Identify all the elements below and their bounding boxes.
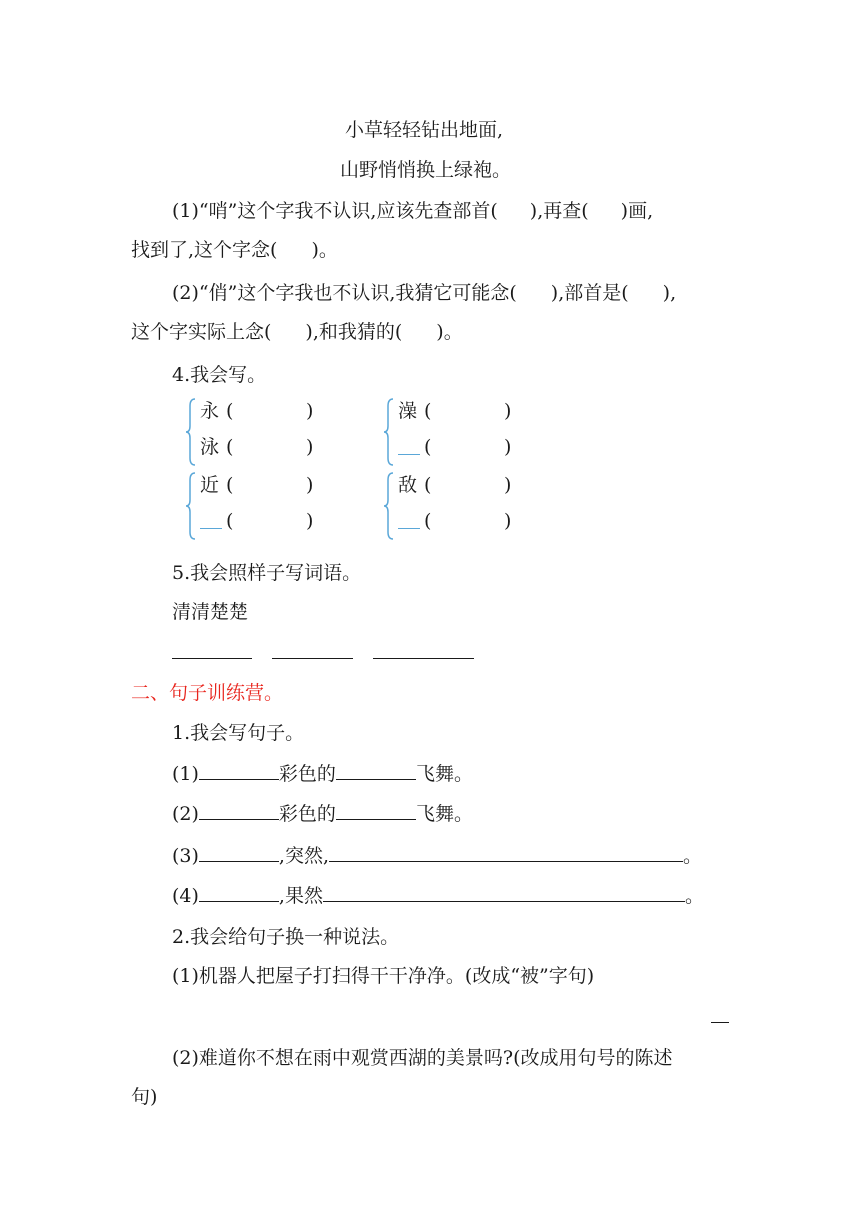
brace-icon <box>384 472 394 540</box>
s2-q1-title: 1.我会写句子。 <box>172 722 305 744</box>
answer-blank[interactable] <box>272 658 353 659</box>
q3-part1-line1: (1)“哨”这个字我不认识,应该先查部首( ),再查( )画, <box>172 200 654 222</box>
group-row: ( ) <box>398 432 511 462</box>
answer-blank[interactable] <box>336 801 416 820</box>
q3-part1-line2: 找到了,这个字念( )。 <box>131 239 338 261</box>
char-group-4 <box>384 470 544 542</box>
sentence-1: (1) 彩色的 飞舞。 <box>172 763 473 785</box>
answer-blank[interactable] <box>323 883 685 902</box>
char-group-1 <box>186 396 346 468</box>
sentence-3: (3) ,突然, 。 <box>172 845 703 867</box>
group-row: 永 ( ) <box>200 400 314 422</box>
write-blank[interactable] <box>200 506 222 529</box>
answer-blank[interactable] <box>199 843 279 862</box>
answer-blank[interactable] <box>711 1022 729 1023</box>
q4-title: 4.我会写。 <box>172 364 267 386</box>
answer-blank[interactable] <box>329 843 683 862</box>
group-row: 敌 ( ) <box>398 474 512 496</box>
q5-example: 清清楚楚 <box>172 601 249 623</box>
s2-q2-part2-line1: (2)难道你不想在雨中观赏西湖的美景吗?(改成用句号的陈述 <box>172 1047 673 1069</box>
write-blank[interactable] <box>398 506 420 529</box>
answer-blank[interactable] <box>373 658 474 659</box>
brace-icon <box>186 472 196 540</box>
answer-blank[interactable] <box>199 761 279 780</box>
char-group-3 <box>186 470 346 542</box>
s2-q2-part1: (1)机器人把屋子打扫得干干净净。(改成“被”字句) <box>172 965 595 987</box>
s2-q2-part2-line2: 句) <box>131 1086 158 1108</box>
q3-part2-line1: (2)“俏”这个字我也不认识,我猜它可能念( ),部首是( ), <box>172 282 677 304</box>
answer-blank[interactable] <box>172 658 252 659</box>
group-row: 澡 ( ) <box>398 400 512 422</box>
q5-title: 5.我会照样子写词语。 <box>172 562 362 584</box>
q3-part2-line2: 这个字实际上念( ),和我猜的( )。 <box>131 321 463 343</box>
char-group-2 <box>384 396 544 468</box>
section-2-title: 二、句子训练营。 <box>131 682 284 704</box>
sentence-4: (4) ,果然 。 <box>172 885 704 907</box>
group-row: 泳 ( ) <box>200 436 314 458</box>
write-blank[interactable] <box>398 432 420 455</box>
group-row: ( ) <box>200 506 313 536</box>
s2-q2-title: 2.我会给句子换一种说法。 <box>172 926 400 948</box>
group-row: ( ) <box>398 506 511 536</box>
brace-icon <box>186 398 196 466</box>
group-row: 近 ( ) <box>200 474 314 496</box>
sentence-2: (2) 彩色的 飞舞。 <box>172 803 473 825</box>
answer-blank[interactable] <box>199 883 279 902</box>
poem-line-2: 山野悄悄换上绿袍。 <box>340 159 512 181</box>
answer-blank[interactable] <box>199 801 279 820</box>
answer-blank[interactable] <box>336 761 416 780</box>
poem-line-1: 小草轻轻钻出地面, <box>345 119 504 141</box>
brace-icon <box>384 398 394 466</box>
